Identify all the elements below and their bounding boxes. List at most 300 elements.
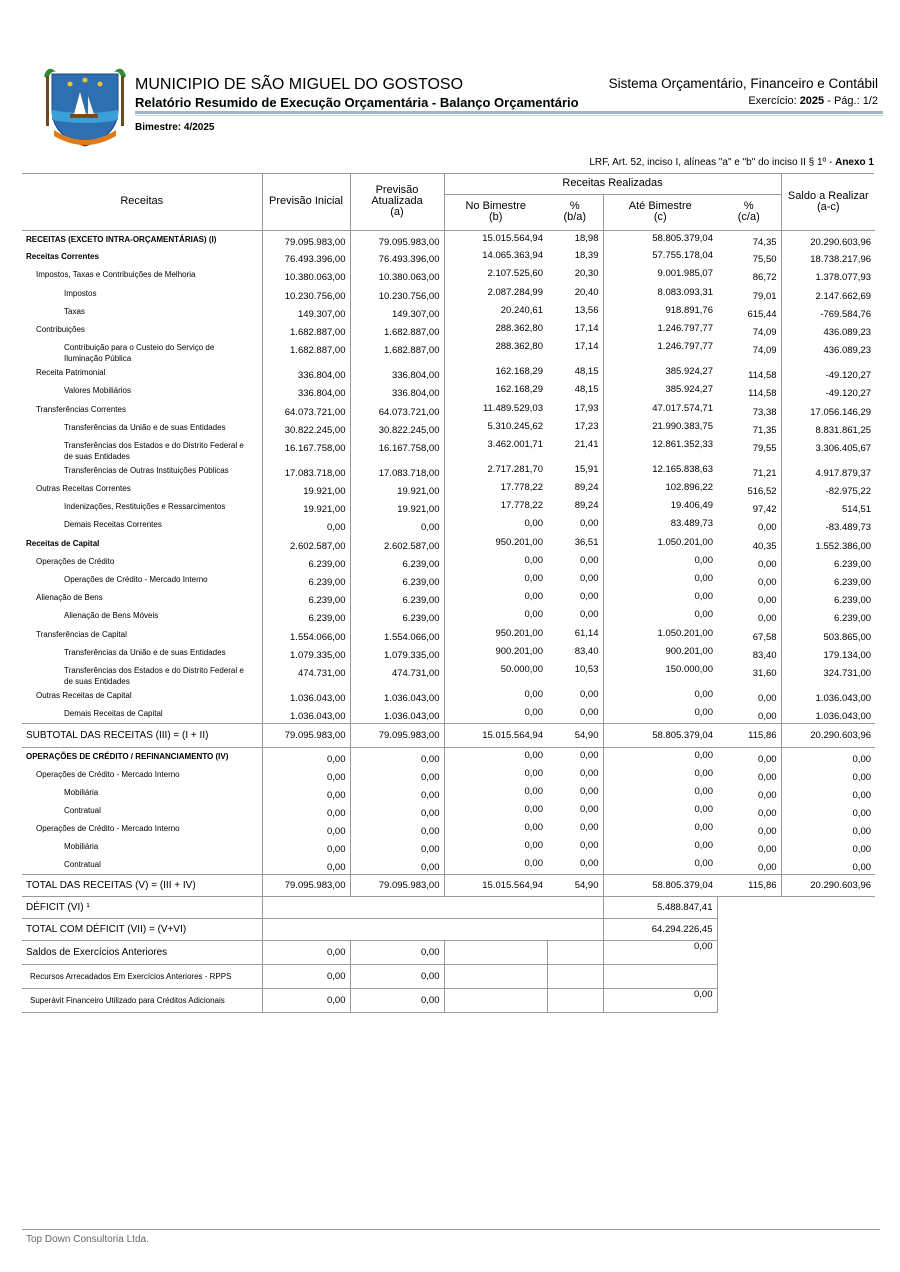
cell-value: 0,00 [262,802,350,820]
cell-value: 0,00 [603,747,717,765]
cell-value: 19.921,00 [350,480,444,498]
cell-value: 8.083.093,31 [603,285,717,303]
exercise-year: 2025 [799,95,825,107]
cell-value: 149.307,00 [350,303,444,321]
cell-value: 0,00 [580,707,599,719]
col-ate-bimestre [603,194,717,230]
table-row [22,535,875,553]
cell-value: 288.362,80 [444,321,547,339]
saldos-value: 0,00 [262,941,350,965]
cell-value: 1.036.043,00 [350,687,444,705]
subtotal-section [22,723,875,747]
table-row [22,321,875,339]
superavit-value: 0,00 [262,989,350,1013]
cell-value: 97,42 [752,504,777,516]
cell-value: 19.921,00 [350,498,444,516]
cell-value: 21,41 [574,438,599,450]
cell-value: -83.489,73 [781,516,875,534]
cell-value: 48,15 [574,366,599,378]
cell-value: 12.165.838,63 [603,462,717,480]
table-row [22,820,875,838]
cell-value: 150.000,00 [603,662,717,687]
col-c-label: (c) [653,211,667,223]
col-b-label: (b) [489,211,503,223]
row-label: Contratual [64,805,101,815]
cell-value: 83,40 [752,649,777,661]
table-row [22,266,875,284]
table-row [22,516,875,534]
table-row [22,766,875,784]
cell-value: 6.239,00 [262,553,350,571]
cell-value: 19.921,00 [262,480,350,498]
credit-rows [22,747,875,874]
cell-value: 1.036.043,00 [262,687,350,705]
col-previsao-inicial-label: Previsão Inicial [269,195,343,208]
cell-value: 0,00 [350,838,444,856]
cell-value: 1.682.887,00 [350,339,444,364]
total-value: 79.095.983,00 [262,875,350,897]
cell-value: 1.682.887,00 [350,321,444,339]
rpps-value: 0,00 [262,965,350,989]
cell-value: -49.120,27 [781,382,875,400]
cell-value: 1.036.043,00 [262,705,350,723]
header-divider [135,111,883,114]
row-label: Operações de Crédito - Mercado Interno [36,769,180,779]
rpps-label: Recursos Arrecadados Em Exercícios Anteriores - RPPS [22,965,262,989]
superavit-value: 0,00 [350,989,444,1013]
superavit-label: Superávit Financeiro Utilizado para Créditos Adicionais [22,989,262,1013]
cell-value: 0,00 [580,573,599,584]
table-row [22,747,875,765]
row-label: Indenizações, Restituições e Ressarcimentos [64,502,226,512]
cell-value: 11.489.529,03 [444,401,547,419]
row-label: Demais Receitas Correntes [64,520,162,530]
col-ba-label: (b/a) [563,211,587,223]
cell-value: 503.865,00 [781,626,875,644]
row-label: Impostos, Taxas e Contribuições de Melhoria [36,270,196,280]
cell-value: 15,91 [574,463,599,475]
saldos-value: 0,00 [603,941,717,965]
cell-value: 0,00 [444,747,547,765]
cell-value: 0,00 [444,571,547,589]
cell-value: 86,72 [752,272,777,284]
cell-value: 0,00 [758,613,777,625]
deficit-blank [717,897,875,919]
row-label: Mobiliária [64,842,99,852]
table-row [22,339,875,364]
cell-value: 474.731,00 [350,662,444,687]
cell-value: 74,09 [752,345,777,357]
cell-value: 900.201,00 [603,644,717,662]
cell-value: 17,23 [574,420,599,432]
cell-value: 0,00 [444,589,547,607]
cell-value: 16.167.758,00 [350,437,444,462]
superavit-blank [717,989,875,1013]
cell-value: 0,00 [262,766,350,784]
col-receitas: Receitas [22,174,262,230]
annex-label: Anexo 1 [835,157,874,168]
cell-value: 162.168,29 [444,364,547,382]
cell-value: 4.917.879,37 [781,462,875,480]
col-ate-bimestre-label: Até Bimestre [628,200,692,212]
cell-value: 2.107.525,60 [444,266,547,284]
row-label: Outras Receitas Correntes [36,484,131,494]
total-value: 20.290.603,96 [781,875,875,897]
subtotal-value: 115,86 [717,723,781,747]
cell-value: 474.731,00 [262,662,350,687]
cell-value: 0,00 [758,522,777,534]
cell-value: 0,00 [262,516,350,534]
row-label: Transferências da União e de suas Entidades [64,422,226,432]
col-receitas-realizadas: Receitas Realizadas [444,174,781,194]
deficit-label: DÉFICIT (VI) ¹ [22,897,262,919]
cell-value: 0,00 [603,838,717,856]
table-row [22,607,875,625]
cell-value: 71,21 [752,467,777,479]
row-label: Receitas Correntes [26,252,99,262]
bimestre-label: Bimestre: 4/2025 [135,122,215,133]
saldos-blank [717,941,875,965]
cell-value: 0,00 [350,516,444,534]
cell-value: 114,58 [748,388,777,400]
saldos-value: 0,00 [350,941,444,965]
row-label: Outras Receitas de Capital [36,690,132,700]
cell-value: 17,14 [574,322,599,334]
cell-value: 89,24 [574,500,599,512]
table-row [22,571,875,589]
cell-value: 6.239,00 [262,571,350,589]
subtotal-label: SUBTOTAL DAS RECEITAS (III) = (I + II) [22,723,262,747]
cell-value: 0,00 [444,838,547,856]
cell-value: 6.239,00 [262,607,350,625]
municipal-coat-of-arms-logo [40,64,130,148]
table-row [22,303,875,321]
col-saldo [781,174,875,230]
cell-value: 149.307,00 [262,303,350,321]
row-label: Receita Patrimonial [36,368,106,378]
total-deficit-blank [717,919,875,941]
cell-value: 10,53 [574,663,599,675]
subtotal-value: 54,90 [547,723,603,747]
cell-value: 2.602.587,00 [262,535,350,553]
table-row [22,856,875,874]
cell-value: 21.990.383,75 [603,419,717,437]
subtotal-value: 58.805.379,04 [603,723,717,747]
cell-value: 73,38 [752,406,777,418]
subtotal-value: 79.095.983,00 [350,723,444,747]
cell-value: 0,00 [758,771,777,783]
cell-value: 0,00 [603,589,717,607]
cell-value: 0,00 [603,820,717,838]
cell-value: 2.147.662,69 [781,285,875,303]
cell-value: 0,00 [758,577,777,588]
revenue-rows [22,230,875,723]
cell-value: 79,01 [752,290,777,302]
row-label: Contribuições [36,324,85,334]
total-deficit-value: 64.294.226,45 [603,919,717,941]
table-row [22,644,875,662]
total-value: 79.095.983,00 [350,875,444,897]
cell-value: 20,40 [574,286,599,298]
cell-value: 64.073.721,00 [262,401,350,419]
footer-text: Top Down Consultoria Ltda. [26,1234,149,1245]
cell-value: 0,00 [350,856,444,874]
col-saldo-label: Saldo a Realizar [787,189,869,202]
cell-value: 336.804,00 [262,364,350,382]
cell-value: 0,00 [758,753,777,765]
cell-value: 1.036.043,00 [781,705,875,723]
deficit-value: 5.488.847,41 [603,897,717,919]
cell-value: 40,35 [752,540,777,552]
balance-table [22,174,875,1013]
cell-value: 0,00 [603,607,717,625]
cell-value: 0,00 [262,838,350,856]
cell-value: 0,00 [781,802,875,820]
cell-value: 0,00 [262,784,350,802]
col-pct-ba [547,194,603,230]
cell-value: 0,00 [580,609,599,621]
cell-value: 0,00 [781,784,875,802]
cell-value: 79.095.983,00 [350,230,444,248]
report-title: Relatório Resumido de Execução Orçamentária - Balanço Orçamentário [135,95,579,110]
table-row [22,480,875,498]
cell-value: 6.239,00 [262,589,350,607]
cell-value: 0,00 [758,789,777,801]
cell-value: 0,00 [603,571,717,589]
rpps-value: 0,00 [350,965,444,989]
cell-value: -769.584,76 [781,303,875,321]
cell-value: 17.083.718,00 [350,462,444,480]
cell-value: 1.246.797,77 [603,339,717,364]
footer-divider [22,1229,880,1230]
total-value: 115,86 [717,875,781,897]
cell-value: 9.001.985,07 [603,266,717,284]
subtotal-value: 79.095.983,00 [262,723,350,747]
cell-value: 385.924,27 [603,364,717,382]
cell-value: 615,44 [747,308,777,320]
table-row [22,784,875,802]
row-label: Transferências dos Estados e do Distrito Federal e de suas Entidades [64,440,244,461]
cell-value: 0,00 [781,766,875,784]
table-row [22,687,875,705]
cell-value: 1.554.066,00 [262,626,350,644]
total-label: TOTAL DAS RECEITAS (V) = (III + IV) [22,875,262,897]
cell-value: 0,00 [603,553,717,571]
cell-value: 0,00 [781,747,875,765]
cell-value: 0,00 [580,749,599,761]
col-no-bimestre [444,194,547,230]
cell-value: 5.310.245,62 [444,419,547,437]
col-ac-label: (a-c) [816,200,840,213]
cell-value: 19.921,00 [262,498,350,516]
total-value: 54,90 [547,875,603,897]
table-row [22,589,875,607]
row-label: Contratual [64,860,101,870]
cell-value: 1.554.066,00 [350,626,444,644]
cell-value: 0,00 [262,747,350,765]
cell-value: 3.306.405,67 [781,437,875,462]
saldos-empty [444,941,547,965]
cell-value: 6.239,00 [781,589,875,607]
cell-value: 0,00 [444,856,547,874]
table-row [22,626,875,644]
cell-value: 918.891,76 [603,303,717,321]
cell-value: 0,00 [758,711,777,723]
cell-value: 1.079.335,00 [350,644,444,662]
cell-value: 0,00 [444,766,547,784]
total-deficit-label: TOTAL COM DÉFICIT (VII) = (V+VI) [22,919,262,941]
cell-value: 0,00 [580,785,599,797]
cell-value: 3.462.001,71 [444,437,547,462]
cell-value: 0,00 [350,747,444,765]
cell-value: 0,00 [350,766,444,784]
cell-value: 30.822.245,00 [350,419,444,437]
col-ca-label: (c/a) [737,211,760,223]
cell-value: 0,00 [580,554,599,566]
cell-value: 0,00 [758,826,777,838]
cell-value: 76.493.396,00 [262,248,350,266]
cell-value: 74,09 [752,326,777,338]
rpps-empty [444,965,547,989]
deficit-empty [262,897,603,919]
cell-value: 0,00 [781,838,875,856]
cell-value: 0,00 [603,705,717,723]
cell-value: 436.089,23 [781,321,875,339]
cell-value: 31,60 [752,667,777,679]
row-label: Operações de Crédito - Mercado Interno [36,824,180,834]
cell-value: 1.682.887,00 [262,321,350,339]
table-row [22,838,875,856]
row-label: RECEITAS (EXCETO INTRA-ORÇAMENTÁRIAS) (I) [26,234,217,244]
cell-value: 6.239,00 [781,571,875,589]
cell-value: 102.896,22 [603,480,717,498]
row-label: Impostos [64,288,97,298]
cell-value: 0,00 [603,802,717,820]
row-label: Mobiliária [64,787,99,797]
cell-value: 950.201,00 [444,535,547,553]
cell-value: 336.804,00 [350,382,444,400]
table-row [22,364,875,382]
superavit-empty [547,989,603,1013]
table-row [22,419,875,437]
cell-value: 0,00 [580,840,599,852]
row-label: Operações de Crédito - Mercado Interno [64,575,208,584]
cell-value: 67,58 [752,631,777,643]
cell-value: 64.073.721,00 [350,401,444,419]
table-row [22,285,875,303]
cell-value: 516,52 [747,486,777,498]
cell-value: 6.239,00 [350,589,444,607]
totals-section [22,875,875,1013]
table-row [22,705,875,723]
cell-value: 950.201,00 [444,626,547,644]
cell-value: 0,00 [444,784,547,802]
cell-value: 0,00 [444,553,547,571]
cell-value: 18.738.217,96 [781,248,875,266]
row-label: Operações de Crédito [36,556,115,566]
cell-value: 79.095.983,00 [262,230,350,248]
saldos-empty [547,941,603,965]
cell-value: 0,00 [580,858,599,870]
cell-value: 61,14 [574,627,599,639]
total-value: 15.015.564,94 [444,875,547,897]
row-label: Contribuição para o Custeio do Serviço de Iluminação Pública [64,343,215,364]
cell-value: 17.778,22 [444,480,547,498]
subtotal-value: 15.015.564,94 [444,723,547,747]
cell-value: 0,00 [444,705,547,723]
cell-value: 13,56 [574,304,599,316]
row-label: Taxas [64,306,85,316]
subtotal-value: 20.290.603,96 [781,723,875,747]
cell-value: 0,00 [444,820,547,838]
col-previsao-inicial [262,174,350,230]
cell-value: 385.924,27 [603,382,717,400]
municipality-name: MUNICIPIO DE SÃO MIGUEL DO GOSTOSO [135,76,464,93]
col-pct-label: % [569,200,580,212]
cell-value: 0,00 [262,856,350,874]
cell-value: 89,24 [574,482,599,494]
cell-value: 0,00 [444,607,547,625]
row-label: Transferências de Outras Instituições Públicas [64,465,229,475]
row-label: Transferências de Capital [36,629,127,639]
cell-value: 19.406,49 [603,498,717,516]
cell-value: 8.831.861,25 [781,419,875,437]
total-value: 58.805.379,04 [603,875,717,897]
row-label: Transferências dos Estados e do Distrito Federal e de suas Entidades [64,665,244,686]
table-row [22,401,875,419]
col-pct2-label: % [743,200,754,212]
cell-value: 114,58 [748,370,777,382]
cell-value: 1.552.386,00 [781,535,875,553]
cell-value: 20,30 [574,268,599,280]
table-row [22,462,875,480]
cell-value: 0,00 [350,784,444,802]
cell-value: 6.239,00 [350,571,444,589]
cell-value: 514,51 [781,498,875,516]
cell-value: 0,00 [603,687,717,705]
cell-value: 0,00 [580,688,599,700]
cell-value: 10.380.063,00 [350,266,444,284]
cell-value: 47.017.574,71 [603,401,717,419]
cell-value: 0,00 [580,803,599,815]
cell-value: -49.120,27 [781,364,875,382]
cell-value: 17.083.718,00 [262,462,350,480]
cell-value: 0,00 [580,518,599,530]
cell-value: 288.362,80 [444,339,547,364]
col-previsao-atualizada [350,174,444,230]
cell-value: 900.201,00 [444,644,547,662]
col-pct-ca [717,194,781,230]
row-label: Transferências da União e de suas Entidades [64,647,226,657]
exercise-label: Exercício: [748,95,797,107]
cell-value: 0,00 [603,856,717,874]
exercise-info [748,95,878,107]
lrf-text: LRF, Art. 52, inciso I, alíneas "a" e "b" do inciso II § 1º - [589,157,833,168]
cell-value: 1.050.201,00 [603,626,717,644]
cell-value: 20.290.603,96 [781,230,875,248]
cell-value: 0,00 [758,595,777,607]
cell-value: 6.239,00 [781,553,875,571]
header-divider-thin [135,115,883,116]
system-name: Sistema Orçamentário, Financeiro e Contábil [608,76,878,91]
cell-value: 12.861.352,33 [603,437,717,462]
cell-value: 83,40 [574,645,599,657]
cell-value: 16.167.758,00 [262,437,350,462]
superavit-value: 0,00 [603,989,717,1013]
cell-value: 76.493.396,00 [350,248,444,266]
cell-value: 83.489,73 [603,516,717,534]
cell-value: 0,00 [444,516,547,534]
